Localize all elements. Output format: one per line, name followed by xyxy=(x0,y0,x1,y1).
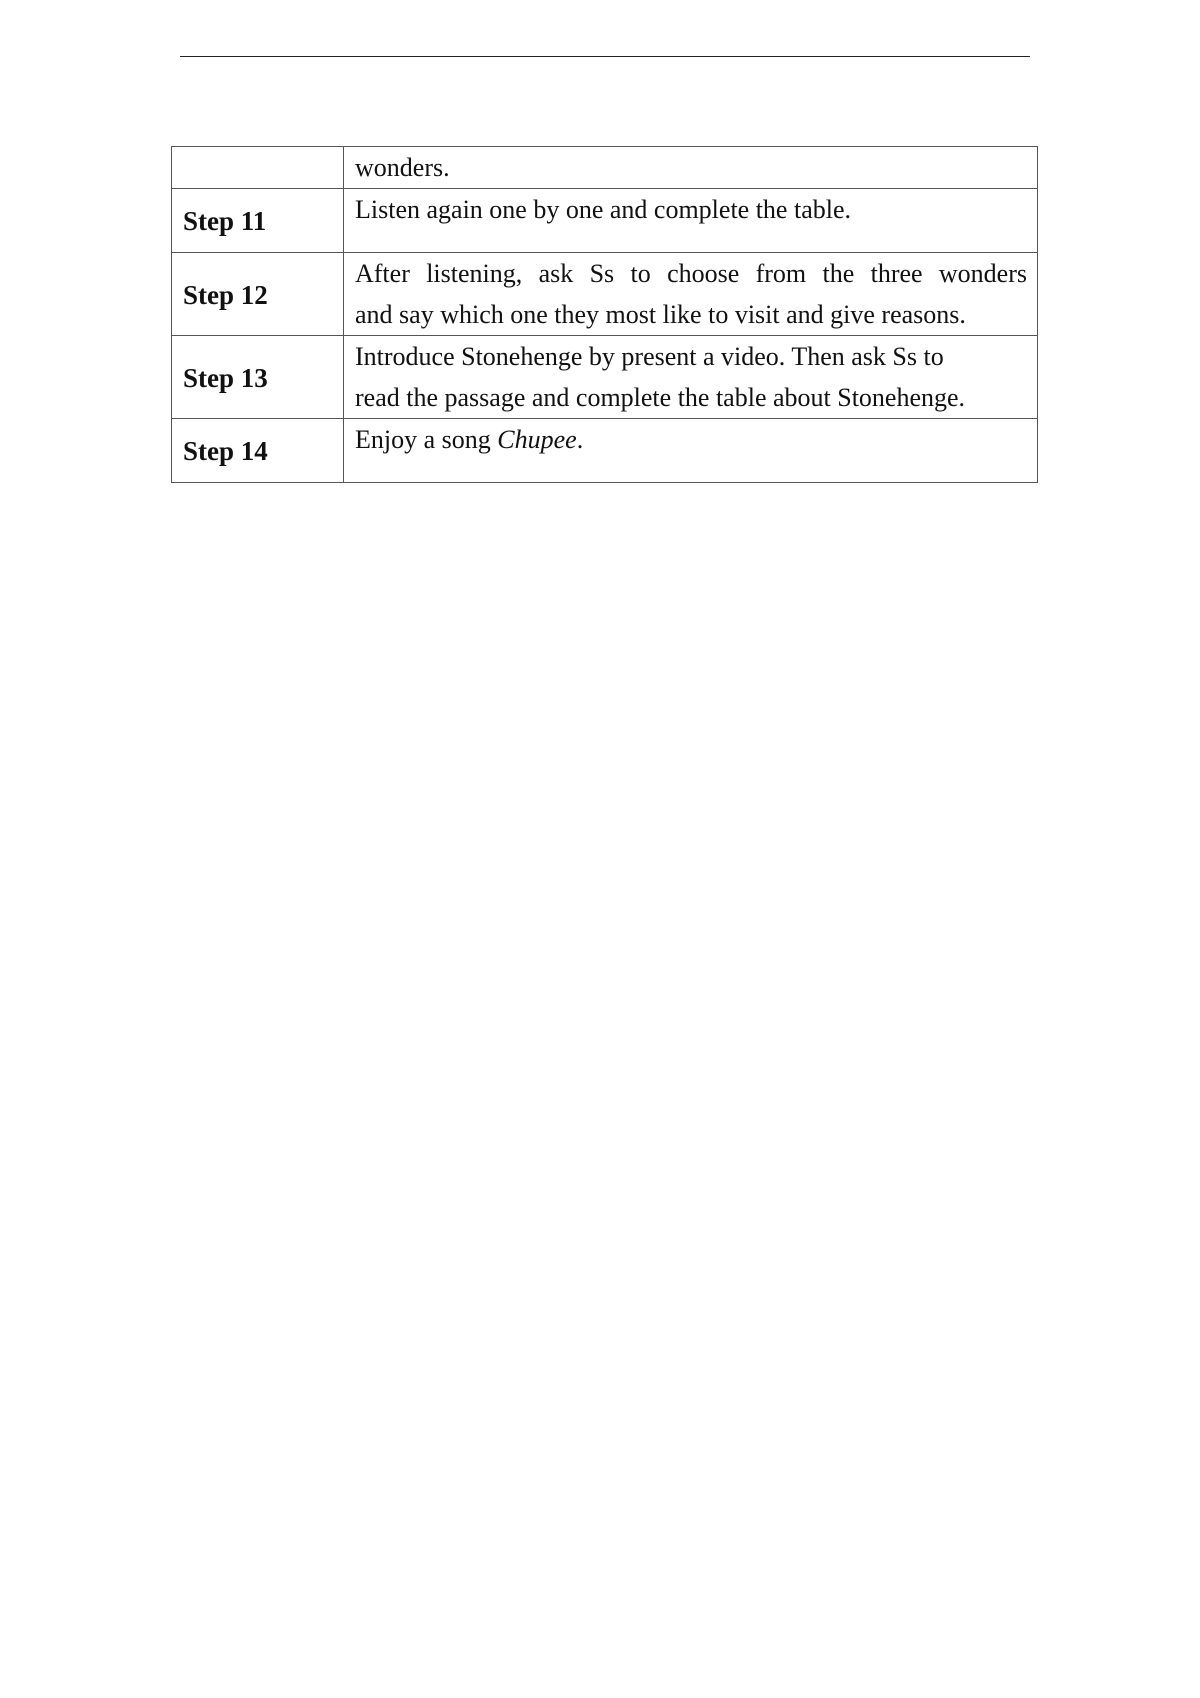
content-cell xyxy=(344,189,1038,253)
step-label: Step 12 xyxy=(183,279,268,310)
step-label: Step 14 xyxy=(183,436,268,466)
content-text: Listen again one by one and complete the table. xyxy=(355,195,851,224)
step-cell xyxy=(172,147,344,189)
step-cell xyxy=(172,419,344,483)
song-title: Chupee xyxy=(497,425,577,454)
table-row xyxy=(172,147,1038,189)
table-row xyxy=(172,189,1038,253)
content-text xyxy=(355,419,1027,460)
step-cell xyxy=(172,336,344,419)
content-text-suffix: . xyxy=(576,425,584,454)
step-label: Step 13 xyxy=(183,362,268,393)
step-label: Step 11 xyxy=(183,206,267,236)
content-cell xyxy=(344,336,1038,419)
table-row xyxy=(172,253,1038,336)
content-text-line: and say which one they most like to visit and give reasons. xyxy=(355,300,966,329)
content-text-line: After listening, ask Ss to choose from the three wonders xyxy=(355,259,1027,288)
table-row xyxy=(172,336,1038,419)
header-rule xyxy=(180,56,1030,57)
content-text-line: read the passage and complete the table about Stonehenge. xyxy=(355,383,966,412)
content-text-line: Introduce Stonehenge by present a video. Then ask Ss to xyxy=(355,342,944,371)
content-cell xyxy=(344,147,1038,189)
step-cell xyxy=(172,253,344,336)
lesson-steps-table xyxy=(171,146,1038,483)
content-text-prefix: Enjoy a song xyxy=(355,425,498,454)
step-cell xyxy=(172,189,344,253)
table-row xyxy=(172,419,1038,483)
content-cell xyxy=(344,419,1038,483)
content-text: wonders. xyxy=(355,153,450,182)
content-cell xyxy=(344,253,1038,336)
